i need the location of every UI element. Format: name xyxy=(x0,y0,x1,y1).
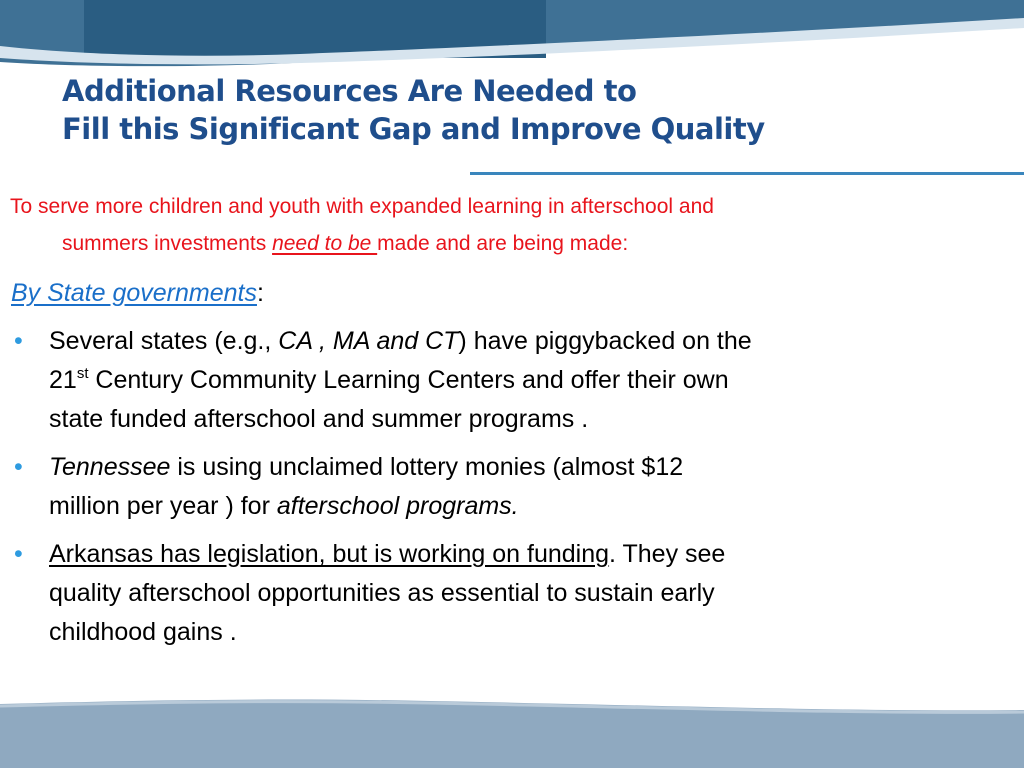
bullet-1-text-b: ) have piggybacked on the xyxy=(458,327,752,355)
title-line-1: Additional Resources Are Needed to xyxy=(62,74,637,108)
title-line-2: Fill this Significant Gap and Improve Quality xyxy=(62,112,765,146)
bullet-2-text-a: is using unclaimed lottery monies (almost $12 xyxy=(170,453,684,481)
bullet-2-line-2 xyxy=(49,487,1012,526)
bullet-2-state: Tennessee xyxy=(49,453,171,481)
bullet-item-tennessee xyxy=(12,448,1012,526)
intro-text xyxy=(10,188,940,262)
intro-emphasis: need to be xyxy=(272,232,378,255)
intro-line-2 xyxy=(10,225,940,262)
bullet-3-link[interactable]: Arkansas has legislation, but is working on funding xyxy=(49,540,610,568)
section-heading-colon: : xyxy=(256,279,264,307)
bullet-dot-icon: • xyxy=(14,453,23,481)
bullet-1-line-2 xyxy=(49,361,1012,400)
bullet-item-arkansas xyxy=(12,535,1012,652)
bullet-1-ordinal: st xyxy=(76,365,89,382)
intro-line-2-start: summers investments xyxy=(62,232,273,255)
bullet-3-line-2: quality afterschool opportunities as essential to sustain early xyxy=(49,579,715,607)
bullet-1-states: CA , MA and CT xyxy=(278,327,459,355)
intro-line-1: To serve more children and youth with expanded learning in afterschool and xyxy=(10,195,714,218)
intro-line-2-end: made and are being made: xyxy=(377,232,629,255)
slide-title xyxy=(62,72,765,148)
bullet-1-line-1 xyxy=(49,322,1012,361)
bullet-1-number: 21 xyxy=(49,366,77,394)
state-governments-link[interactable]: By State governments xyxy=(11,279,257,307)
bullet-3-text-a: . They see xyxy=(609,540,726,568)
section-heading xyxy=(11,276,264,310)
bullet-2-line-1 xyxy=(49,448,1012,487)
footer-band xyxy=(0,700,1024,768)
bullet-2-text-b: million per year ) for xyxy=(49,492,277,520)
bullet-dot-icon: • xyxy=(14,540,23,568)
bullet-1-text-c: Century Community Learning Centers and offer their own xyxy=(88,366,729,394)
bullet-1-line-3: state funded afterschool and summer programs . xyxy=(49,405,589,433)
bullet-3-line-1 xyxy=(49,535,1012,574)
bullet-1-text-a: Several states (e.g., xyxy=(49,327,279,355)
bullet-list xyxy=(12,322,1012,661)
bullet-item-several-states xyxy=(12,322,1012,439)
bullet-2-programs: afterschool programs. xyxy=(276,492,519,520)
bullet-dot-icon: • xyxy=(14,327,23,355)
bullet-3-line-3: childhood gains . xyxy=(49,618,237,646)
